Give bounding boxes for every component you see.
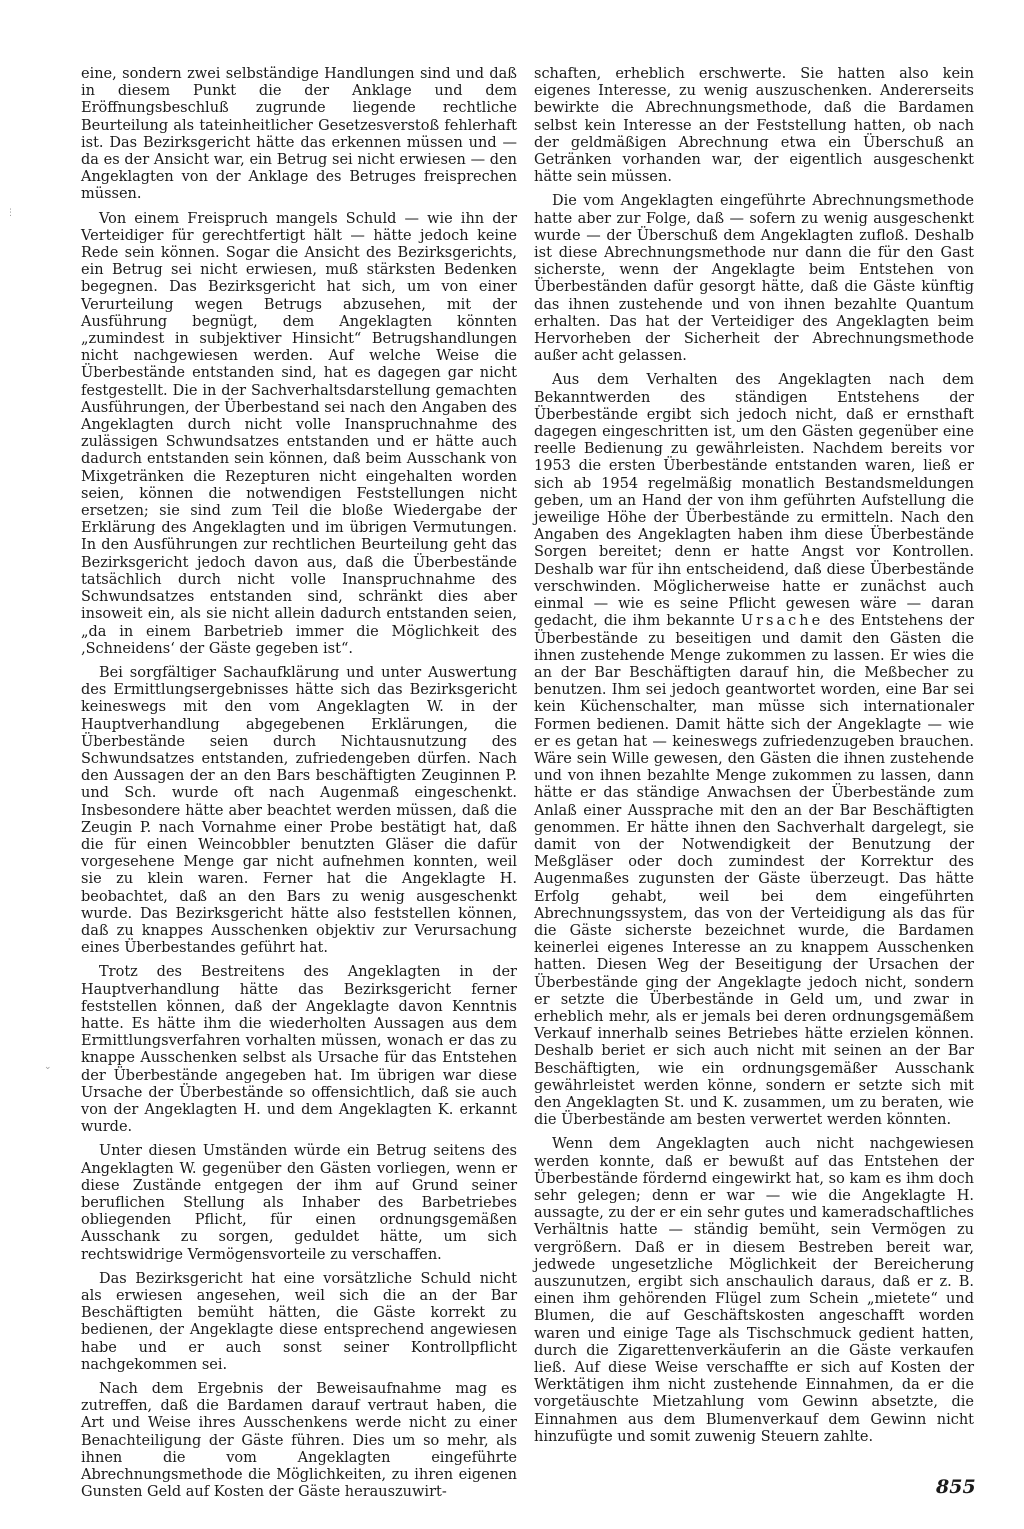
scan-speck: ⌄ [44, 1062, 52, 1072]
paragraph: Unter diesen Umständen würde ein Betrug seitens des Angeklagten W. gegenüber den Gästen vorliegen, wenn er diese Zustände entgegen der ihm auf Grund seiner beruflichen Stellung als Inhaber des Barbetriebes obliegenden Pflicht, für einen ordnungsgemäßen Ausschank zu sorgen, geduldet hätte, um sich rechtswidrige Vermögensvorteile zu verschaffen. [81, 1143, 517, 1263]
paragraph: Nach dem Ergebnis der Beweisaufnahme mag es zutreffen, daß die Bardamen darauf vertraut haben, die Art und Weise ihres Ausschenkens werde nicht zu einer Benachteiligung der Gäste führen. Dies um so mehr, als ihnen die vom Angeklagten eingeführte Abrechnungsmethode die Möglichkeiten, zu ihren eigenen Gunsten Geld auf Kosten der Gäste herauszuwirt- [81, 1381, 517, 1501]
emphasized-word: Ursache [740, 613, 824, 630]
paragraph: eine, sondern zwei selbständige Handlungen sind und daß in diesem Punkt die der Anklage und dem Eröffnungsbeschluß zugrunde liegende rechtliche Beurteilung als tateinheitlicher Gesetzesverstoß fehlerhaft ist. Das Bezirksgericht hätte das erkennen müssen und — da es der Ansicht war, ein Betrug sei nicht erwiesen — den Angeklagten von der Anklage des Betruges freisprechen müssen. [81, 66, 517, 203]
right-column [534, 66, 974, 1453]
paragraph [534, 372, 974, 1129]
paragraph: Trotz des Bestreitens des Angeklagten in der Hauptverhandlung hätte das Bezirksgericht ferner feststellen können, daß der Angeklagte davon Kenntnis hatte. Es hätte ihm die wiederholten Aussagen aus dem Ermittlungsverfahren vorhalten müssen, wonach er das zu knappe Ausschenken selbst als Ursache für das Entstehen der Überbestände angegeben hat. Im übrigen war diese Ursache der Überbestände so offensichtlich, daß sie auch von der Angeklagten H. und dem Angeklagten K. erkannt wurde. [81, 964, 517, 1136]
paragraph: Das Bezirksgericht hat eine vorsätzliche Schuld nicht als erwiesen angesehen, weil sich die an der Bar Beschäftigten bemüht hätten, die Gäste korrekt zu bedienen, der Angeklagte diese entsprechend angewiesen habe und er auch sonst seiner Kontrollpflicht nachgekommen sei. [81, 1270, 517, 1373]
page-number: 855 [936, 1476, 976, 1498]
paragraph: Bei sorgfältiger Sachaufklärung und unter Auswertung des Ermittlungsergebnisses hätte sich das Bezirksgericht keineswegs mit den vom Angeklagten W. in der Hauptverhandlung abgegebenen Erklärungen, die Überbestände seien durch Nichtausnutzung des Schwundsatzes entstanden, zufriedengeben dürfen. Nach den Aussagen der an den Bars beschäftigten Zeuginnen P. und Sch. wurde oft nach Augenmaß eingeschenkt. Insbesondere hätte aber beachtet werden müssen, daß die Zeugin P. nach Vornahme einer Probe bestätigt hat, daß die für einen Weincobbler benutzten Gläser die dafür vorgesehene Menge gar nicht aufnehmen konnten, weil sie zu klein waren. Ferner hat die Angeklagte H. beobachtet, daß an den Bars zu wenig ausgeschenkt wurde. Das Bezirksgericht hätte also feststellen können, daß zu knappes Ausschenken objektiv zur Verursachung eines Überbestandes geführt hat. [81, 664, 517, 957]
paragraph: Wenn dem Angeklagten auch nicht nachgewiesen werden konnte, daß er bewußt auf das Entstehen der Überbestände fördernd eingewirkt hat, so kam es ihm doch sehr gelegen; denn er war — wie die Angeklagte H. aussagte, zu der er ein sehr gutes und kameradschaftliches Verhältnis hatte — ständig bemüht, sein Vermögen zu vergrößern. Daß er in diesem Bestreben bereit war, jedwede ungesetzliche Möglichkeit der Bereicherung auszunutzen, ergibt sich anschaulich daraus, daß er z. B. einen ihm gehörenden Flügel zum Schein „mietete“ und Blumen, die auf Geschäftskosten angeschafft worden waren und einige Tage als Tischschmuck gedient hatten, durch die Zigarettenverkäuferin an die Gäste verkaufen ließ. Auf diese Weise verschaffte er sich auf Kosten der Werktätigen ihm nicht zustehende Einnahmen, da er die vorgetäuschte Mietzahlung vom Gewinn absetzte, die Einnahmen aus dem Blumenverkauf dem Gewinn nicht hinzufügte und somit zuwenig Steuern zahlte. [534, 1136, 974, 1445]
paragraph-text: des Entstehens der Überbestände zu beseitigen und damit den Gästen die ihnen zustehende Menge zukommen zu lassen. Er wies die an der Bar Beschäftigten darauf hin, die Meßbecher zu benutzen. Ihm sei jedoch geantwortet worden, eine Bar sei kein Küchenschalter, man müsse sich internationaler Formen bedienen. Damit hätte sich der Angeklagte — wie er es getan hat — keineswegs zufriedenzugeben brauchen. Wäre sein Wille gewesen, den Gästen die ihnen zustehende und von ihnen bezahlte Menge zukommen zu lassen, dann hätte er das ständige Anwachsen der Überbestände zum Anlaß einer Aussprache mit den an der Bar Beschäftigten genommen. Er hätte ihnen den Sachverhalt dargelegt, sie damit von der Notwendigkeit der Benutzung der Meßgläser oder doch zumindest der Korrektur des Augenmaßes zugunsten der Gäste überzeugt. Das hätte Erfolg gehabt, weil bei dem eingeführten Abrechnungssystem, das von der Verteidigung als das für die Gäste sicherste bezeichnet wurde, die Bardamen keinerlei eigenes Interesse an zu knappem Ausschenken hatten. Diesen Weg der Beseitigung der Ursachen der Überbestände ging der Angeklagte jedoch nicht, sondern er setzte die Überbestände in Geld um, und zwar in erheblich mehr, als er jemals bei deren ordnungsgemäßem Verkauf innerhalb seines Betriebes hätte erzielen können. Deshalb beriet er sich auch nicht mit seinen an der Bar Beschäftigten, wie ein ordnungsgemäßer Ausschank gewährleistet werden könne, sondern er setzte sich mit den Angeklagten St. und K. zusammen, um zu beraten, wie die Überbestände am besten verwertet werden könnten. [534, 613, 975, 1129]
left-column [81, 66, 517, 1508]
paragraph-text: Aus dem Verhalten des Angeklagten nach dem Bekanntwerden des ständigen Entstehens der Überbestände ergibt sich jedoch nicht, daß er ernsthaft dagegen eingeschritten ist, um den Gästen gegenüber eine reelle Bedienung zu gewährleisten. Nachdem bereits vor 1953 die ersten Überbestände entstanden waren, ließ er sich ab 1954 regelmäßig monatlich Bestandsmeldungen geben, um an Hand der von ihm geführten Aufstellung die jeweilige Höhe der Überbestände zu ermitteln. Nach den Angaben des Angeklagten haben ihm diese Überbestände Sorgen bereitet; denn er hatte Angst vor Kontrollen. Deshalb war für ihn entscheidend, daß diese Überbestände verschwinden. Möglicherweise hatte er zunächst auch einmal — wie es seine Pflicht gewesen wäre — daran gedacht, die ihm bekannte [534, 372, 974, 630]
scan-speck: ⋮ [6, 208, 15, 218]
paragraph: schaften, erheblich erschwerte. Sie hatten also kein eigenes Interesse, zu wenig auszuschenken. Andererseits bewirkte die Abrechnungsmethode, daß die Bardamen selbst kein Interesse an der Feststellung hatten, ob nach der geldmäßigen Abrechnung etwa ein Überschuß an Getränken vorhanden war, der eigentlich ausgeschenkt hätte sein müssen. [534, 66, 974, 186]
paragraph: Von einem Freispruch mangels Schuld — wie ihn der Verteidiger für gerechtfertigt hält — hätte jedoch keine Rede sein können. Sogar die Ansicht des Bezirksgerichts, ein Betrug sei nicht erwiesen, muß stärksten Bedenken begegnen. Das Bezirksgericht hat sich, um von einer Verurteilung wegen Betrugs abzusehen, mit der Ausführung begnügt, dem Angeklagten könnten „zumindest in subjektiver Hinsicht“ Betrugshandlungen nicht nachgewiesen werden. Auf welche Weise die Überbestände entstanden sind, hat es dagegen gar nicht festgestellt. Die in der Sachverhaltsdarstellung gemachten Ausführungen, der Überbestand sei nach den Angaben des Angeklagten durch nicht volle Inanspruchnahme des zulässigen Schwundsatzes entstanden und er hätte auch dadurch entstanden sein können, daß beim Ausschank von Mixgetränken die Rezepturen nicht eingehalten worden seien, können die notwendigen Feststellungen nicht ersetzen; sie sind zum Teil die bloße Wiedergabe der Erklärung des Angeklagten und im übrigen Vermutungen. In den Ausführungen zur rechtlichen Beurteilung geht das Bezirksgericht jedoch davon aus, daß die Überbestände tatsächlich durch nicht volle Inanspruchnahme des Schwundsatzes entstanden sind, schränkt dies aber insoweit ein, als sie nicht allein dadurch entstanden seien, „da in einem Barbetrieb immer die Möglichkeit des ‚Schneidens‘ der Gäste gegeben ist“. [81, 210, 517, 657]
paragraph: Die vom Angeklagten eingeführte Abrechnungsmethode hatte aber zur Folge, daß — sofern zu wenig ausgeschenkt wurde — der Überschuß dem Angeklagten zufloß. Deshalb ist diese Abrechnungsmethode nur dann die für den Gast sicherste, wenn der Angeklagte beim Entstehen von Überbeständen dafür gesorgt hätte, daß die Gäste künftig das ihnen zustehende und von ihnen bezahlte Quantum erhalten. Das hat der Verteidiger des Angeklagten beim Hervorheben der Sicherheit der Abrechnungsmethode außer acht gelassen. [534, 193, 974, 365]
